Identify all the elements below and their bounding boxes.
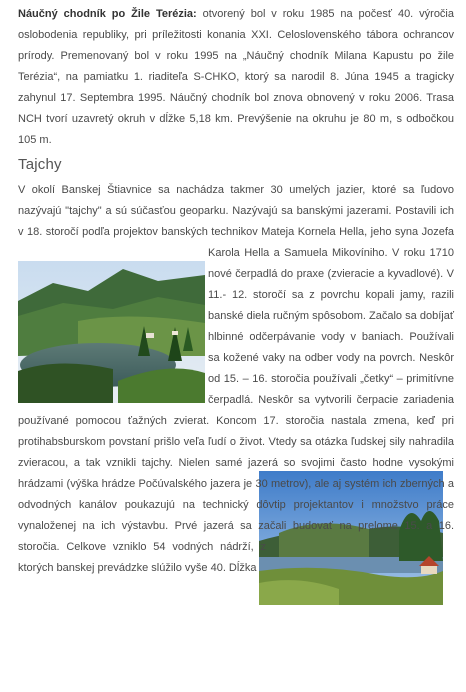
intro-text: otvorený bol v roku 1985 na počesť 40. výročia oslobodenia republiky, pri príležitosti konania XXI. Celoslovenského tábora ochrancov prírody. Premenovaný bol v roku 1995 na „Náučný chodník Milana Kapustu po žile Terézia“, na pamiatku 1. riaditeľa S-CHKO, ktorý sa narodil 8. Júna 1945 a tragicky zahynul 17. Septembra 1995. Náučný chodník bol znova obnovený v roku 2006. Trasa NCH tvorí uzavretý okruh v dĺžke 5,18 km. Prevýšenie na okruhu je 80 m, s odbočkou 105 m. [18, 8, 454, 146]
photo1-spacer [18, 264, 208, 408]
section-heading: Tajchy [18, 156, 62, 173]
photo2-spacer [266, 556, 454, 692]
section-paragraph [18, 180, 454, 692]
section-text: V okolí Banskej Štiavnice sa nachádza takmer 30 umelých jazier, ktoré sa ľudovo nazývajú "tajchy" a sú súčasťou geoparku. Nazývajú sa banskými jazerami. Postavili ich v 18. storočí podľa projektov banských technikov Mateja Kornela Hella, jeho syna Jozefa Karola Hella a Samuela Mikovíniho. V roku 1710 nové čerpadlá do praxe (zvieracie a kyvadlové). V 11.- 12. storočí sa z povrchu kopali jamy, razili banské diela ručným spôsobom. Začalo sa dobíjať hlbinné odčerpávanie vody v baniach. Používali sa kožené vaky na odber vody na povrch. Neskôr od 15. – 16. storočia používali „četky“ – primitívne čerpadlá. Neskôr sa vytvorili čerpacie zariadenia používané pomocou ťažných zvierat. Koncom 17. storočia nastala zmena, keď pri protihabsburskom povstaní prišlo veľa ľudí o život. Vtedy sa otázka ľudskej sily nahradila zvieracou, a tak vznikli tajchy. Nielen samé jazerá so svojimi často hodne vysokými hrádzami (výška hrádze Počúvalského jazera je 30 metrov), ale aj systém ich zberných a odvodných kanálov poukazujú na technický dôvtip projektantov i množstvo práce vynaloženej na ich výstavbu. Prvé jazerá sa začali budovať na prelome 15. a 16. storočia. Celkove vzniklo 54 vodných nádrží, z ktorých banskej prevádzke slúžilo vyše 40. Dĺžka [18, 184, 454, 574]
intro-lead: Náučný chodník po Žile Terézia: [18, 8, 197, 20]
intro-paragraph [18, 4, 454, 151]
